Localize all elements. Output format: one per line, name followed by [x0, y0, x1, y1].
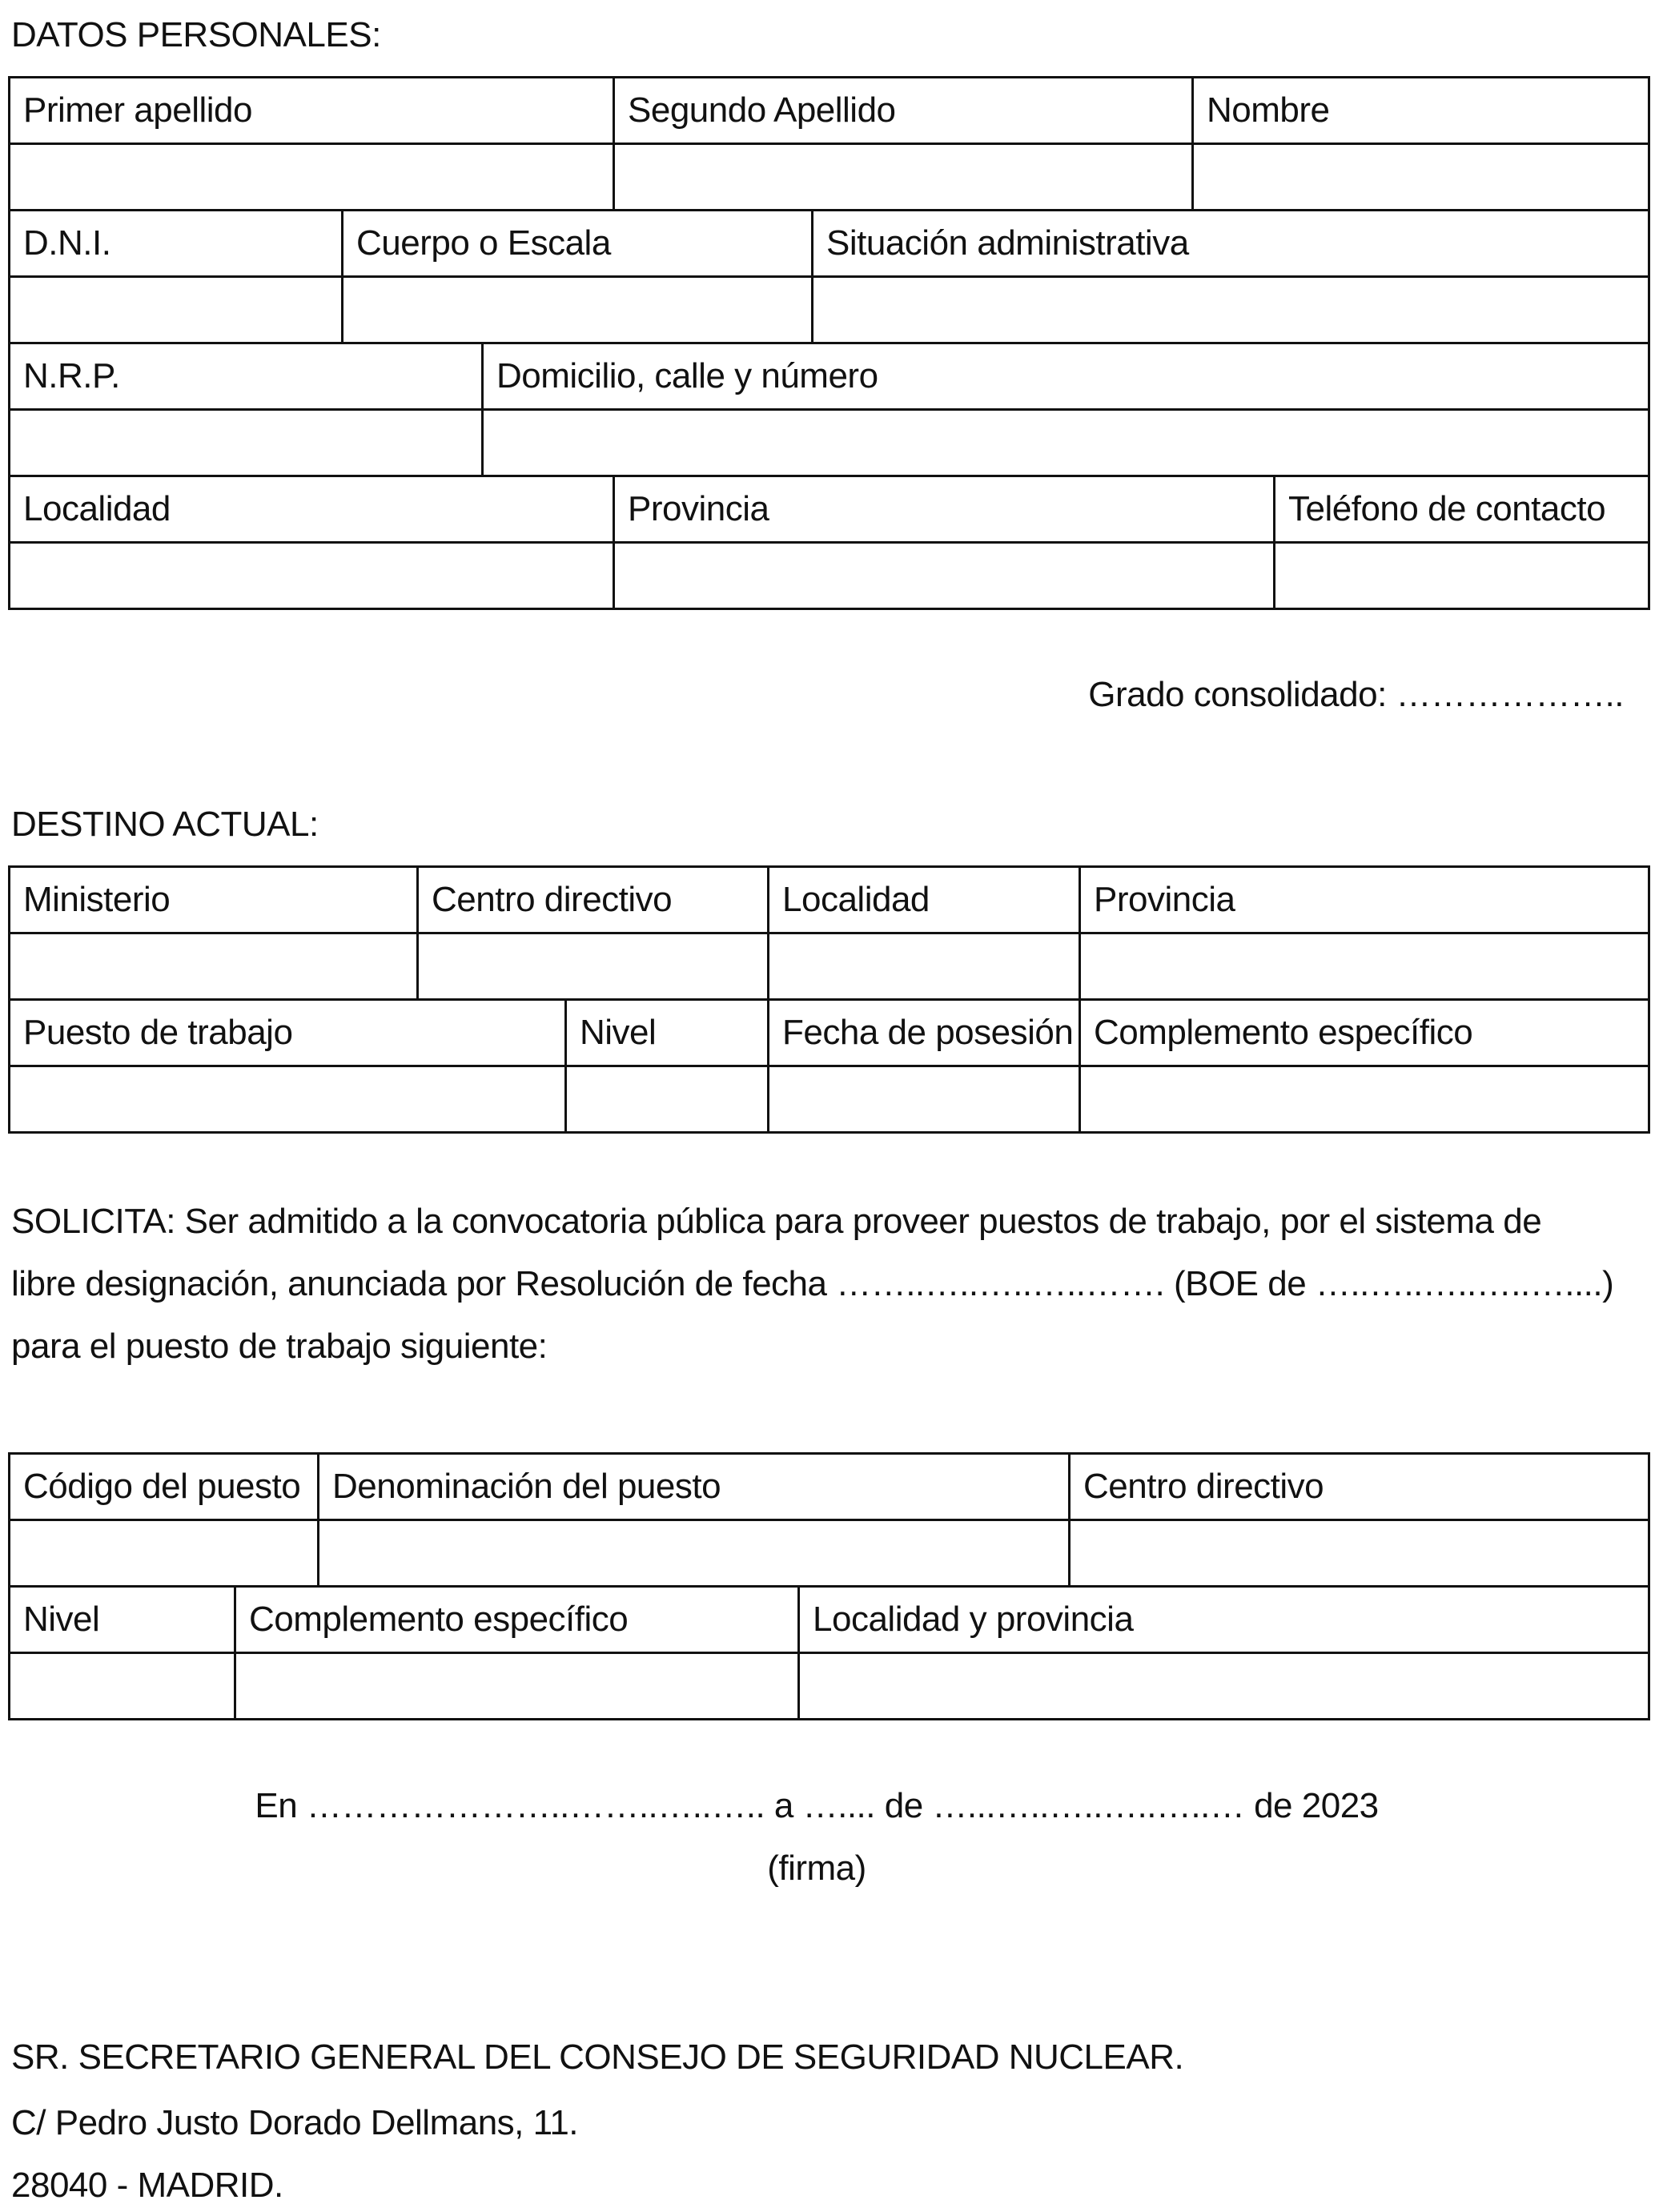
puesto-trabajo-label: Puesto de trabajo	[10, 1000, 566, 1066]
segundo-apellido-field[interactable]	[614, 144, 1193, 211]
primer-apellido-label: Primer apellido	[10, 78, 614, 144]
solicita-line-1: SOLICITA: Ser admitido a la convocatoria pública para proveer puestos de trabajo, por el sistema de	[11, 1202, 1542, 1241]
localidad-provincia-label: Localidad y provincia	[799, 1587, 1649, 1653]
personal-data-heading: DATOS PERSONALES:	[11, 15, 381, 54]
place-date-line: En …………………..……..…..….. a ….... de …...…..…..…..…..… de 2023	[255, 1786, 1379, 1825]
primer-apellido-field[interactable]	[10, 144, 614, 211]
table-row	[10, 476, 1649, 543]
provincia-label: Provincia	[1080, 867, 1649, 933]
telefono-field[interactable]	[1275, 543, 1649, 609]
solicita-line-3: para el puesto de trabajo siguiente:	[11, 1327, 548, 1366]
personal-data-table	[8, 76, 1650, 610]
table-row	[10, 1587, 1649, 1653]
centro-directivo-label: Centro directivo	[1070, 1454, 1649, 1520]
grado-consolidado: Grado consolidado: ………………..	[1088, 675, 1624, 714]
table-row	[10, 144, 1649, 211]
dni-label: D.N.I.	[10, 211, 343, 277]
nivel-label: Nivel	[566, 1000, 769, 1066]
provincia-field[interactable]	[614, 543, 1275, 609]
nivel-field[interactable]	[566, 1066, 769, 1133]
complemento-especifico-label: Complemento específico	[1080, 1000, 1649, 1066]
destino-actual-heading: DESTINO ACTUAL:	[11, 805, 319, 844]
fecha-posesion-field[interactable]	[769, 1066, 1080, 1133]
table-row	[10, 78, 1649, 144]
nivel-field[interactable]	[10, 1653, 235, 1720]
cuerpo-escala-label: Cuerpo o Escala	[343, 211, 813, 277]
dni-field[interactable]	[10, 277, 343, 343]
puesto-trabajo-field[interactable]	[10, 1066, 566, 1133]
complemento-especifico-label: Complemento específico	[235, 1587, 799, 1653]
telefono-label: Teléfono de contacto	[1275, 476, 1649, 543]
table-row	[10, 343, 1649, 410]
table-row	[10, 1066, 1649, 1133]
domicilio-field[interactable]	[483, 410, 1649, 476]
complemento-especifico-field[interactable]	[235, 1653, 799, 1720]
localidad-label: Localidad	[769, 867, 1080, 933]
addressee-line-3: 28040 - MADRID.	[11, 2166, 283, 2205]
table-row	[10, 933, 1649, 1000]
denominacion-puesto-label: Denominación del puesto	[319, 1454, 1070, 1520]
cuerpo-escala-field[interactable]	[343, 277, 813, 343]
table-row	[10, 1520, 1649, 1587]
centro-directivo-field[interactable]	[418, 933, 769, 1000]
addressee-line-1: SR. SECRETARIO GENERAL DEL CONSEJO DE SEGURIDAD NUCLEAR.	[11, 2037, 1184, 2077]
nrp-field[interactable]	[10, 410, 483, 476]
table-row	[10, 211, 1649, 277]
localidad-field[interactable]	[769, 933, 1080, 1000]
table-row	[10, 1000, 1649, 1066]
addressee-line-2: C/ Pedro Justo Dorado Dellmans, 11.	[11, 2103, 579, 2142]
localidad-label: Localidad	[10, 476, 614, 543]
localidad-provincia-field[interactable]	[799, 1653, 1649, 1720]
solicita-line-2: libre designación, anunciada por Resolución de fecha ……..…..…..…..……. (BOE de …..…..…..…..…....)	[11, 1264, 1614, 1303]
denominacion-puesto-field[interactable]	[319, 1520, 1070, 1587]
segundo-apellido-label: Segundo Apellido	[614, 78, 1193, 144]
table-row	[10, 1653, 1649, 1720]
nrp-label: N.R.P.	[10, 343, 483, 410]
table-row	[10, 1454, 1649, 1520]
table-row	[10, 867, 1649, 933]
nombre-label: Nombre	[1193, 78, 1649, 144]
situacion-administrativa-field[interactable]	[813, 277, 1649, 343]
situacion-administrativa-label: Situación administrativa	[813, 211, 1649, 277]
codigo-puesto-label: Código del puesto	[10, 1454, 319, 1520]
centro-directivo-label: Centro directivo	[418, 867, 769, 933]
nivel-label: Nivel	[10, 1587, 235, 1653]
table-row	[10, 410, 1649, 476]
fecha-posesion-label: Fecha de posesión	[769, 1000, 1080, 1066]
ministerio-label: Ministerio	[10, 867, 418, 933]
codigo-puesto-field[interactable]	[10, 1520, 319, 1587]
puesto-solicitado-table	[8, 1452, 1650, 1720]
destino-actual-table	[8, 865, 1650, 1134]
complemento-especifico-field[interactable]	[1080, 1066, 1649, 1133]
table-row	[10, 543, 1649, 609]
provincia-field[interactable]	[1080, 933, 1649, 1000]
table-row	[10, 277, 1649, 343]
centro-directivo-field[interactable]	[1070, 1520, 1649, 1587]
ministerio-field[interactable]	[10, 933, 418, 1000]
domicilio-label: Domicilio, calle y número	[483, 343, 1649, 410]
localidad-field[interactable]	[10, 543, 614, 609]
nombre-field[interactable]	[1193, 144, 1649, 211]
firma-label: (firma)	[767, 1849, 866, 1888]
provincia-label: Provincia	[614, 476, 1275, 543]
